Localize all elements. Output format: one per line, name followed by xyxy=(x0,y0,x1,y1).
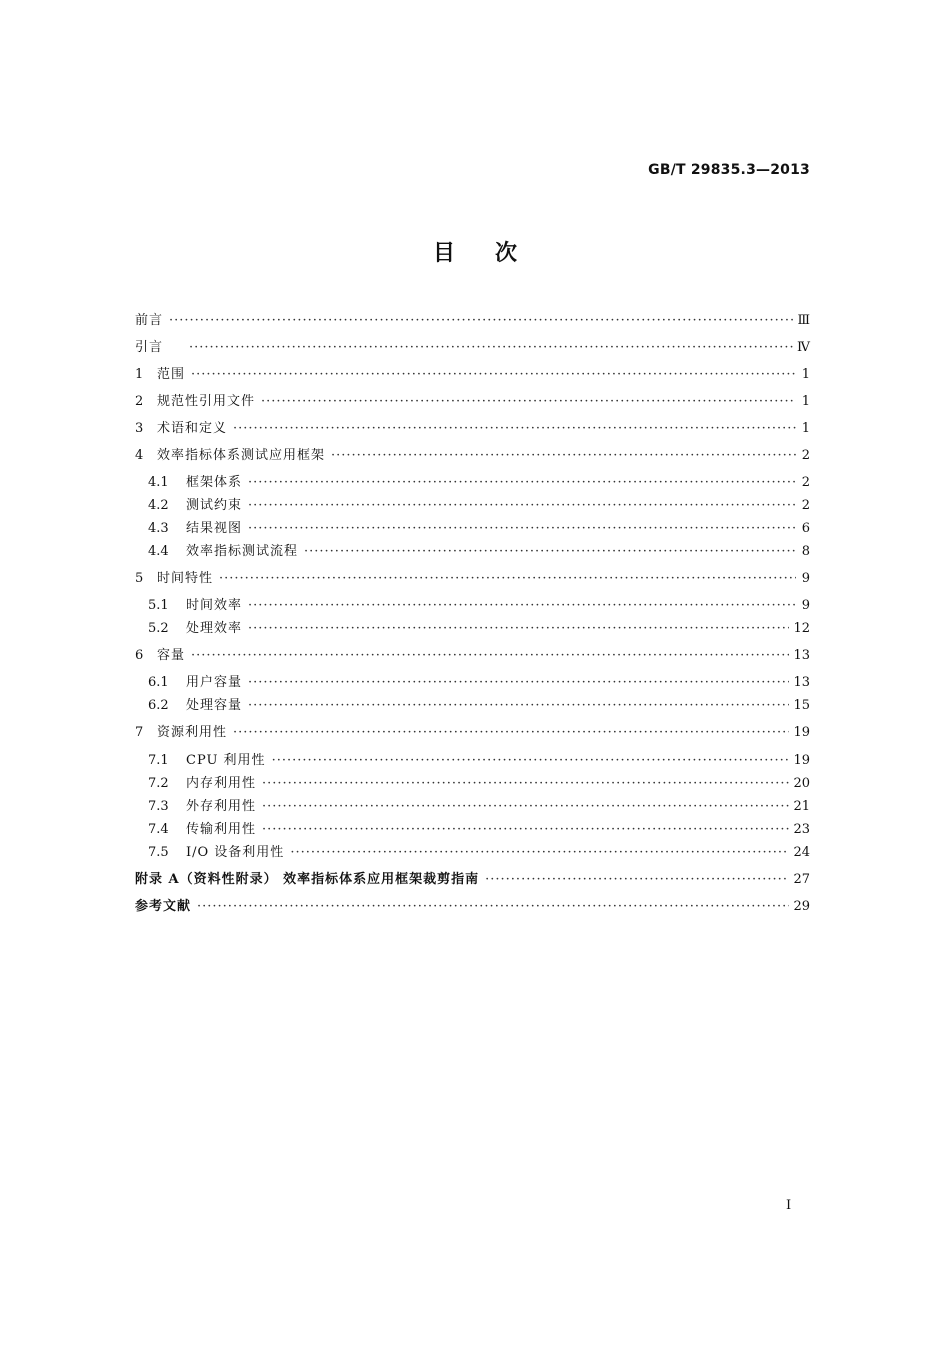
toc-entry-number: 4 xyxy=(135,448,144,463)
toc-entry-4-2[interactable] xyxy=(148,496,810,516)
toc-entry-label: 范围 xyxy=(157,367,186,382)
toc-entry-page: 19 xyxy=(793,753,810,768)
toc-entry-number: 2 xyxy=(135,394,144,409)
toc-entry-page: 19 xyxy=(793,725,810,740)
toc-entry-number: 5.2 xyxy=(148,621,169,636)
toc-entry-label: 术语和定义 xyxy=(157,421,228,436)
toc-entry-introduction[interactable] xyxy=(135,338,810,358)
toc-entry-number: 6.1 xyxy=(148,675,169,690)
toc-entry-page: 9 xyxy=(801,571,810,586)
toc-entry-label: 容量 xyxy=(157,648,186,663)
toc-entry-label: 前言 xyxy=(135,313,164,328)
toc-entry-number: 6 xyxy=(135,648,144,663)
toc-entry-number: 3 xyxy=(135,421,144,436)
toc-entry-label: 时间效率 xyxy=(186,598,243,613)
toc-title-char-1: 目 xyxy=(432,241,455,266)
toc-title-char-2: 次 xyxy=(495,241,518,266)
toc-entry-page: 9 xyxy=(801,598,810,613)
toc-entry-page: 21 xyxy=(793,799,810,814)
toc-entry-label: 用户容量 xyxy=(186,675,243,690)
toc-entry-number: 7.5 xyxy=(148,845,169,860)
toc-entry-label: 内存利用性 xyxy=(186,776,257,791)
toc-entry-number: 7.4 xyxy=(148,822,169,837)
toc-entry-label: 附录 A（资料性附录） 效率指标体系应用框架裁剪指南 xyxy=(135,872,480,887)
toc-entry-label: 测试约束 xyxy=(186,498,243,513)
toc-entry-7-2[interactable] xyxy=(148,774,810,794)
toc-entry-3[interactable] xyxy=(135,419,810,439)
toc-entry-number: 7.3 xyxy=(148,799,169,814)
toc-entry-label: 处理容量 xyxy=(186,698,243,713)
toc-entry-number: 5.1 xyxy=(148,598,169,613)
toc-entry-page: 1 xyxy=(801,421,810,436)
toc-entry-page: 13 xyxy=(793,675,810,690)
toc-entry-6-1[interactable] xyxy=(148,673,810,693)
toc-entry-page: 8 xyxy=(801,544,810,559)
toc-entry-number: 4.4 xyxy=(148,544,169,559)
toc-entry-label: 传输利用性 xyxy=(186,822,257,837)
toc-entry-page: 13 xyxy=(793,648,810,663)
toc-entry-references[interactable] xyxy=(135,897,810,917)
toc-entry-number: 5 xyxy=(135,571,144,586)
toc-entry-4-3[interactable] xyxy=(148,519,810,539)
toc-title xyxy=(0,236,950,267)
toc-entry-7-1[interactable] xyxy=(148,751,810,771)
standard-code: GB/T 29835.3—2013 xyxy=(648,162,810,178)
toc-entry-page: Ⅳ xyxy=(797,340,810,355)
toc-entry-1[interactable] xyxy=(135,365,810,385)
toc-entry-6[interactable] xyxy=(135,646,810,666)
toc-entry-7-5[interactable] xyxy=(148,843,810,863)
toc-entry-label: 规范性引用文件 xyxy=(157,394,256,409)
toc-entry-4[interactable] xyxy=(135,446,810,466)
toc-entry-page: 23 xyxy=(793,822,810,837)
toc-entry-label: 资源利用性 xyxy=(157,725,228,740)
toc-entry-page: 27 xyxy=(793,872,810,887)
page-number: I xyxy=(786,1198,792,1213)
toc-entry-number: 7 xyxy=(135,725,144,740)
toc-entry-page: 2 xyxy=(801,448,810,463)
toc-entry-label: 结果视图 xyxy=(186,521,243,536)
toc-entry-label: I/O 设备利用性 xyxy=(186,845,285,860)
toc-entry-page: 24 xyxy=(793,845,810,860)
toc-entry-label: 效率指标体系测试应用框架 xyxy=(157,448,326,463)
toc-entry-page: 1 xyxy=(801,394,810,409)
toc-entry-label: 引言 xyxy=(135,340,164,355)
toc-entry-number: 4.2 xyxy=(148,498,169,513)
toc-entry-number: 7.1 xyxy=(148,753,169,768)
toc-entry-5-2[interactable] xyxy=(148,619,810,639)
toc-entry-7-4[interactable] xyxy=(148,820,810,840)
toc-entry-4-1[interactable] xyxy=(148,473,810,493)
toc-entry-appendix-a[interactable] xyxy=(135,870,810,890)
toc-entry-label: 框架体系 xyxy=(186,475,243,490)
toc-entry-number: 1 xyxy=(135,367,144,382)
toc-entry-number: 7.2 xyxy=(148,776,169,791)
toc-entry-label: 外存利用性 xyxy=(186,799,257,814)
toc-entry-foreword[interactable] xyxy=(135,311,810,331)
toc-entry-page: 12 xyxy=(793,621,810,636)
toc-entry-4-4[interactable] xyxy=(148,542,810,562)
toc-entry-label: 处理效率 xyxy=(186,621,243,636)
toc-entry-page: 1 xyxy=(801,367,810,382)
toc-entry-label: 效率指标测试流程 xyxy=(186,544,299,559)
toc-entry-number: 4.1 xyxy=(148,475,169,490)
toc-entry-page: 15 xyxy=(793,698,810,713)
toc-entry-7[interactable] xyxy=(135,723,810,743)
toc-entry-page: Ⅲ xyxy=(797,313,810,328)
toc-entry-page: 29 xyxy=(793,899,810,914)
toc-entry-number: 6.2 xyxy=(148,698,169,713)
toc-entry-5-1[interactable] xyxy=(148,596,810,616)
toc-entry-2[interactable] xyxy=(135,392,810,412)
toc-entry-page: 20 xyxy=(793,776,810,791)
toc-entry-page: 6 xyxy=(801,521,810,536)
toc-entry-6-2[interactable] xyxy=(148,696,810,716)
toc-entry-label: CPU 利用性 xyxy=(186,753,266,768)
toc-entry-label: 参考文献 xyxy=(135,899,192,914)
toc-entry-label: 时间特性 xyxy=(157,571,214,586)
toc-entry-5[interactable] xyxy=(135,569,810,589)
toc-entry-page: 2 xyxy=(801,475,810,490)
toc-entry-page: 2 xyxy=(801,498,810,513)
toc-entry-number: 4.3 xyxy=(148,521,169,536)
toc-entry-7-3[interactable] xyxy=(148,797,810,817)
